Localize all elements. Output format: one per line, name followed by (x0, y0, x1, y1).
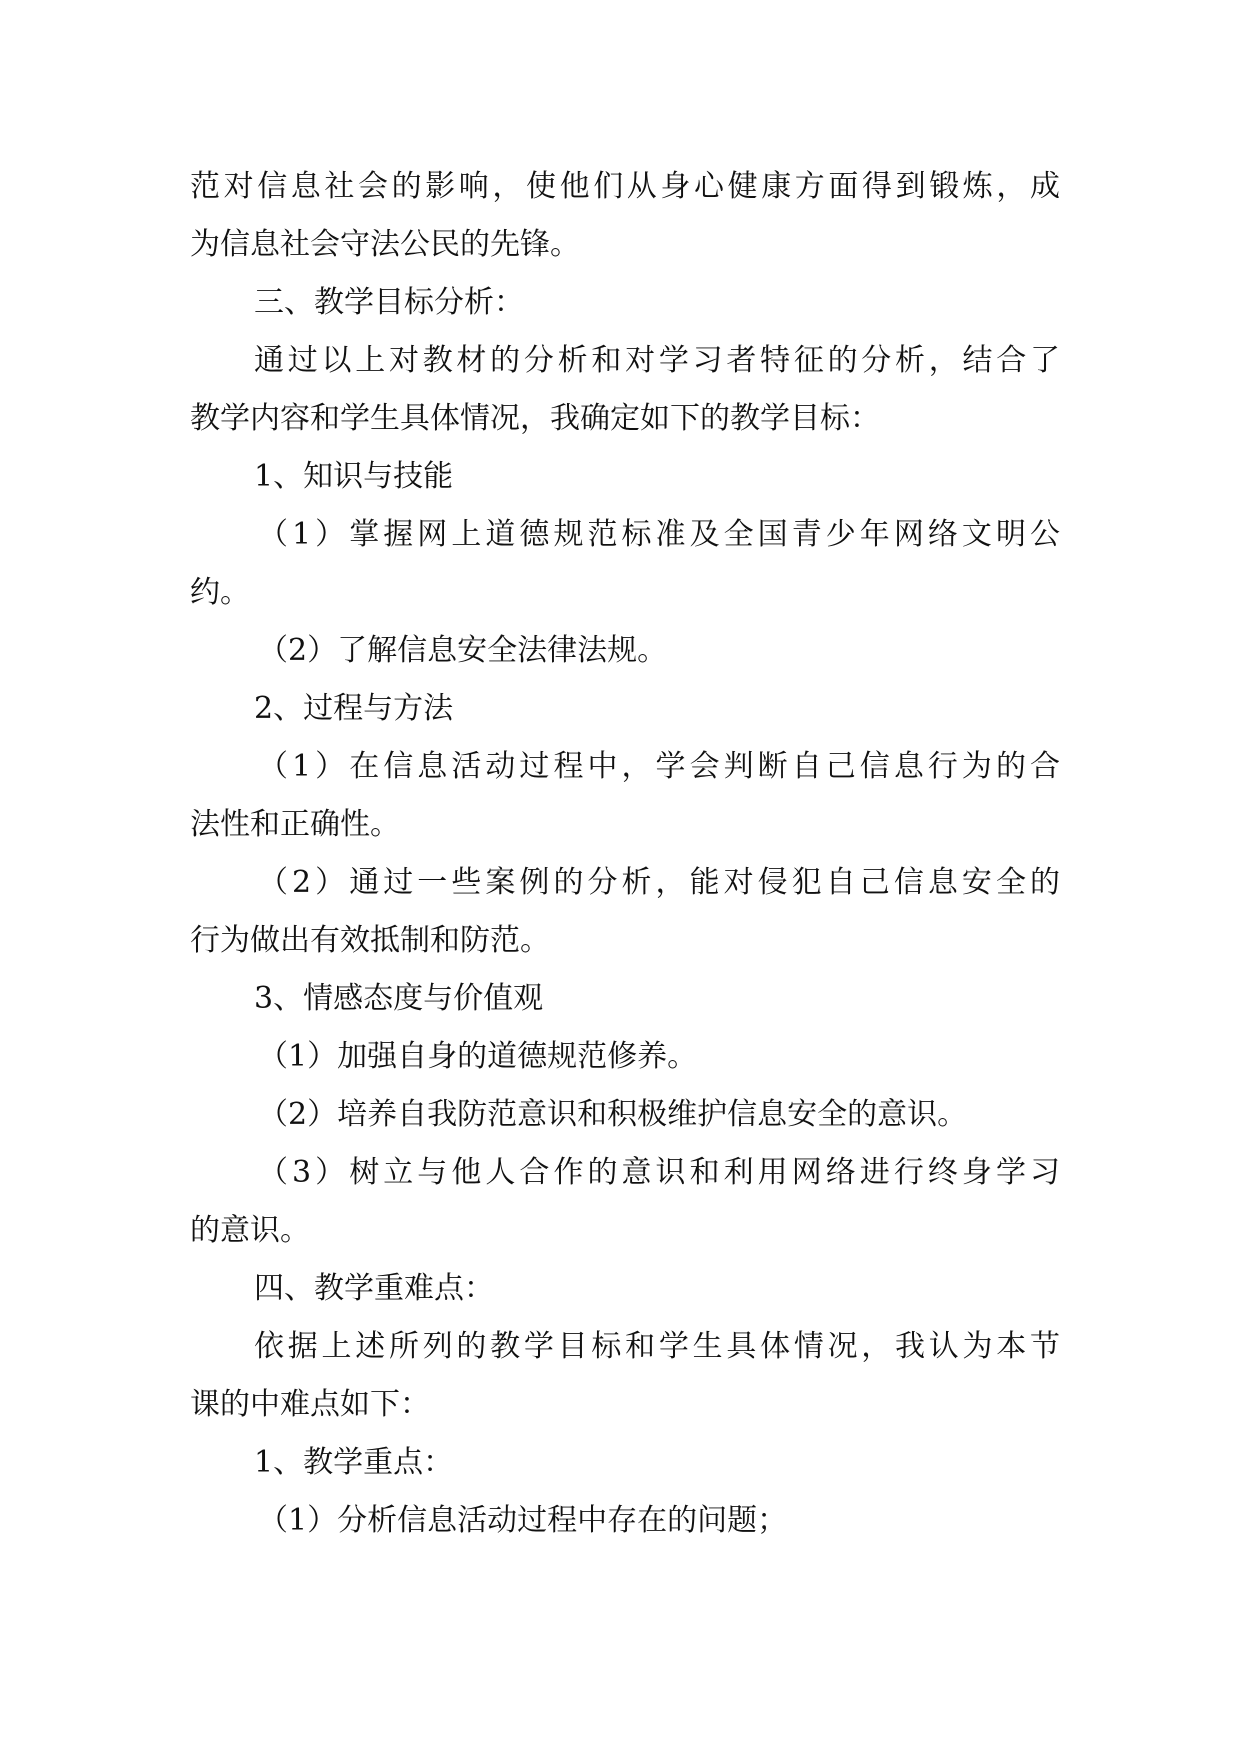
list-item-line: 的意识。 (190, 1213, 310, 1248)
list-item-line: （2）培养自我防范意识和积极维护信息安全的意识。 (258, 1097, 968, 1132)
subsection-heading: 1、知识与技能 (254, 459, 454, 494)
body-line: 依据上述所列的教学目标和学生具体情况，我认为本节 (254, 1329, 1060, 1364)
body-line: 为信息社会守法公民的先锋。 (190, 227, 580, 262)
list-item-line: （2）通过一些案例的分析，能对侵犯自己信息安全的 (258, 865, 1060, 900)
list-item-line: 法性和正确性。 (190, 807, 400, 842)
list-item-line: （1）掌握网上道德规范标准及全国青少年网络文明公 (258, 517, 1060, 552)
section-heading: 四、教学重难点： (254, 1271, 494, 1306)
list-item-line: （1）分析信息活动过程中存在的问题； (258, 1503, 788, 1538)
body-line: 教学内容和学生具体情况，我确定如下的教学目标： (190, 401, 880, 436)
subsection-heading: 3、情感态度与价值观 (254, 981, 544, 1016)
list-item-line: （3）树立与他人合作的意识和利用网络进行终身学习 (258, 1155, 1060, 1190)
section-heading: 三、教学目标分析： (254, 285, 524, 320)
list-item-line: 行为做出有效抵制和防范。 (190, 923, 550, 958)
list-item-line: （1）加强自身的道德规范修养。 (258, 1039, 698, 1074)
body-line: 课的中难点如下： (190, 1387, 430, 1422)
subsection-heading: 2、过程与方法 (254, 691, 454, 726)
list-item-line: （1）在信息活动过程中，学会判断自己信息行为的合 (258, 749, 1060, 784)
subsection-heading: 1、教学重点： (254, 1445, 454, 1480)
body-line: 通过以上对教材的分析和对学习者特征的分析，结合了 (254, 343, 1060, 378)
list-item-line: 约。 (190, 575, 250, 610)
list-item-line: （2）了解信息安全法律法规。 (258, 633, 668, 668)
body-line: 范对信息社会的影响，使他们从身心健康方面得到锻炼，成 (190, 169, 1060, 204)
